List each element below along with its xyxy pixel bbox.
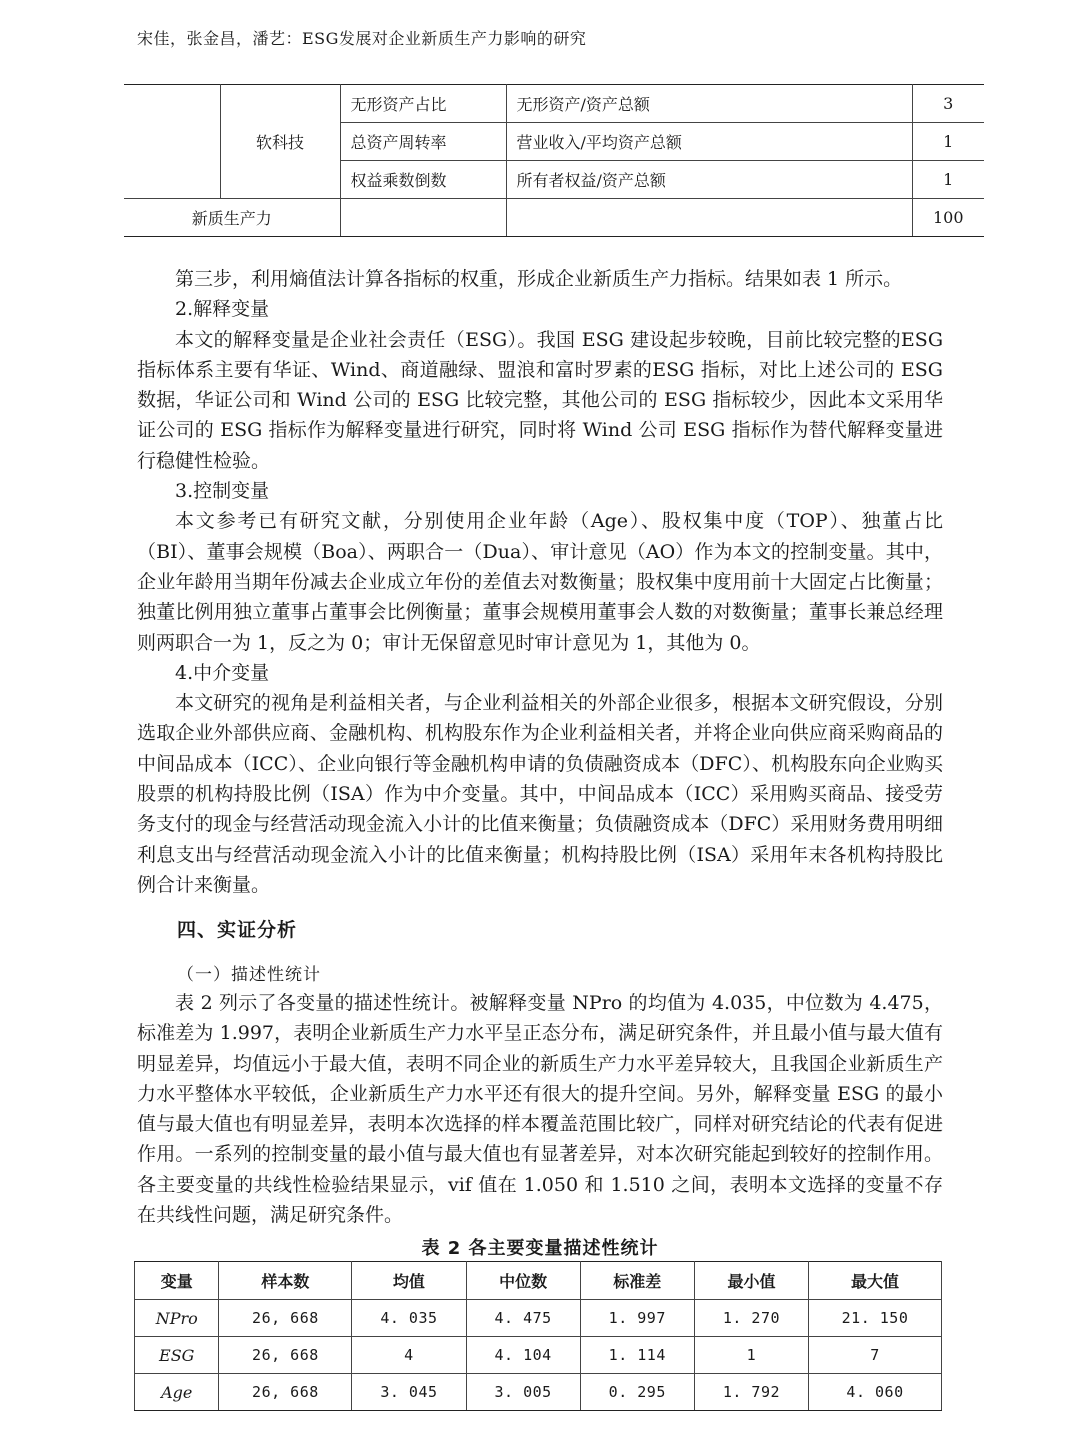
column-header: 中位数 xyxy=(466,1262,580,1300)
table-row xyxy=(135,1337,942,1374)
paragraph: 本文参考已有研究文献，分别使用企业年龄（Age）、股权集中度（TOP）、独董占比（BI）、董事会规模（Boa）、两职合一（Dua）、审计意见（AO）作为本文的控制变量。其中，企业年龄用当期年份减去企业成立年份的差值去对数衡量；股权集中度用前十大固定占比衡量；独董比例用独立董事占董事会比例衡量；董事会规模用董事会人数的对数衡量；董事长兼总经理则两职合一为 1，反之为 0；审计无保留意见时审计意见为 1，其他为 0。 xyxy=(137,510,943,654)
column-header: 最大值 xyxy=(809,1262,942,1300)
body-section-descriptive xyxy=(137,988,943,1230)
table-cell-empty xyxy=(340,199,506,237)
subsection-title: （一）描述性统计 xyxy=(177,965,321,985)
column-header: 样本数 xyxy=(219,1262,352,1300)
indicator-name-cell: 权益乘数倒数 xyxy=(340,161,506,199)
subheading: 3.控制变量 xyxy=(175,480,270,503)
value-cell: 1. 792 xyxy=(694,1374,808,1411)
indicator-weight-cell: 3 xyxy=(912,85,984,123)
table-row xyxy=(135,1374,942,1411)
indicator-weight-cell: 1 xyxy=(912,123,984,161)
column-header: 标准差 xyxy=(580,1262,694,1300)
indicator-formula-cell: 所有者权益/资产总额 xyxy=(506,161,912,199)
running-header: 宋佳，张金昌，潘艺：ESG发展对企业新质生产力影响的研究 xyxy=(137,29,587,48)
value-cell: 3. 045 xyxy=(352,1374,466,1411)
value-cell: 26, 668 xyxy=(219,1337,352,1374)
total-label-cell: 新质生产力 xyxy=(124,199,340,237)
variable-cell: NPro xyxy=(135,1300,219,1337)
indicator-name-cell: 总资产周转率 xyxy=(340,123,506,161)
value-cell: 4 xyxy=(352,1337,466,1374)
table-caption: 表 2 各主要变量描述性统计 xyxy=(421,1238,659,1259)
indicator-name-cell: 无形资产占比 xyxy=(340,85,506,123)
value-cell: 1. 114 xyxy=(580,1337,694,1374)
group-label-cell: 软科技 xyxy=(220,85,340,199)
paragraph: 第三步，利用熵值法计算各指标的权重，形成企业新质生产力指标。结果如表 1 所示。 xyxy=(175,268,903,290)
value-cell: 4. 060 xyxy=(809,1374,942,1411)
value-cell: 3. 005 xyxy=(466,1374,580,1411)
column-header: 变量 xyxy=(135,1262,219,1300)
paragraph: 表 2 列示了各变量的描述性统计。被解释变量 NPro 的均值为 4.035，中位数为 4.475，标准差为 1.997，表明企业新质生产力水平呈正态分布，满足研究条件，并且最小值与最大值有明显差异，均值远小于最大值，表明不同企业的新质生产力水平差异较大，且我国企业新质生产力水平整体水平较低，企业新质生产力水平还有很大的提升空间。另外，解释变量 ESG 的最小值与最大值也有明显差异，表明本次选择的样本覆盖范围比较广，同样对研究结论的代表有促进作用。一系列的控制变量的最小值与最大值也有显著差异，对本次研究能起到较好的控制作用。各主要变量的共线性检验结果显示，vif 值在 1.050 和 1.510 之间，表明本文选择的变量不存在共线性问题，满足研究条件。 xyxy=(137,992,943,1227)
value-cell: 4. 475 xyxy=(466,1300,580,1337)
value-cell: 0. 295 xyxy=(580,1374,694,1411)
value-cell: 4. 035 xyxy=(352,1300,466,1337)
total-weight-cell: 100 xyxy=(912,199,984,237)
value-cell: 1. 270 xyxy=(694,1300,808,1337)
table-row xyxy=(135,1300,942,1337)
value-cell: 7 xyxy=(809,1337,942,1374)
variable-cell: Age xyxy=(135,1374,219,1411)
column-header: 均值 xyxy=(352,1262,466,1300)
table-cell-empty xyxy=(124,85,220,199)
indicator-weight-cell: 1 xyxy=(912,161,984,199)
indicator-formula-cell: 无形资产/资产总额 xyxy=(506,85,912,123)
subheading: 4.中介变量 xyxy=(175,661,270,684)
table-row xyxy=(124,199,984,237)
table-cell-empty xyxy=(506,199,912,237)
indicator-formula-cell: 营业收入/平均资产总额 xyxy=(506,123,912,161)
paragraph: 本文的解释变量是企业社会责任（ESG）。我国 ESG 建设起步较晚，目前比较完整的ESG 指标体系主要有华证、Wind、商道融绿、盟浪和富时罗素的ESG 指标，对比上述公司的 ESG 数据，华证公司和 Wind 公司的 ESG 比较完整，其他公司的 ESG 指标较少，因此本文采用华证公司的 ESG 指标作为解释变量进行研究，同时将 Wind 公司 ESG 指标作为替代解释变量进行稳健性检验。 xyxy=(137,328,943,472)
value-cell: 1 xyxy=(694,1337,808,1374)
value-cell: 26, 668 xyxy=(219,1300,352,1337)
paragraph: 本文研究的视角是利益相关者，与企业利益相关的外部企业很多，根据本文研究假设，分别选取企业外部供应商、金融机构、机构股东作为企业利益相关者，并将企业向供应商采购商品的中间品成本（ICC）、企业向银行等金融机构申请的负债融资成本（DFC）、机构股东向企业购买股票的机构持股比例（ISA）作为中介变量。其中，中间品成本（ICC）采用购买商品、接受劳务支付的现金与经营活动现金流入小计的比值来衡量；负债融资成本（DFC）采用财务费用明细利息支出与经营活动现金流入小计的比值来衡量；机构持股比例（ISA）采用年末各机构持股比例合计来衡量。 xyxy=(137,692,943,896)
indicator-weight-table xyxy=(124,84,984,237)
value-cell: 21. 150 xyxy=(809,1300,942,1337)
body-section-variables xyxy=(137,264,943,900)
value-cell: 1. 997 xyxy=(580,1300,694,1337)
table-header-row xyxy=(135,1262,942,1300)
variable-cell: ESG xyxy=(135,1337,219,1374)
value-cell: 4. 104 xyxy=(466,1337,580,1374)
value-cell: 26, 668 xyxy=(219,1374,352,1411)
descriptive-stats-table xyxy=(134,1261,942,1411)
column-header: 最小值 xyxy=(694,1262,808,1300)
table-row xyxy=(124,85,984,123)
subheading: 2.解释变量 xyxy=(175,298,270,321)
section-title: 四、实证分析 xyxy=(177,919,298,941)
